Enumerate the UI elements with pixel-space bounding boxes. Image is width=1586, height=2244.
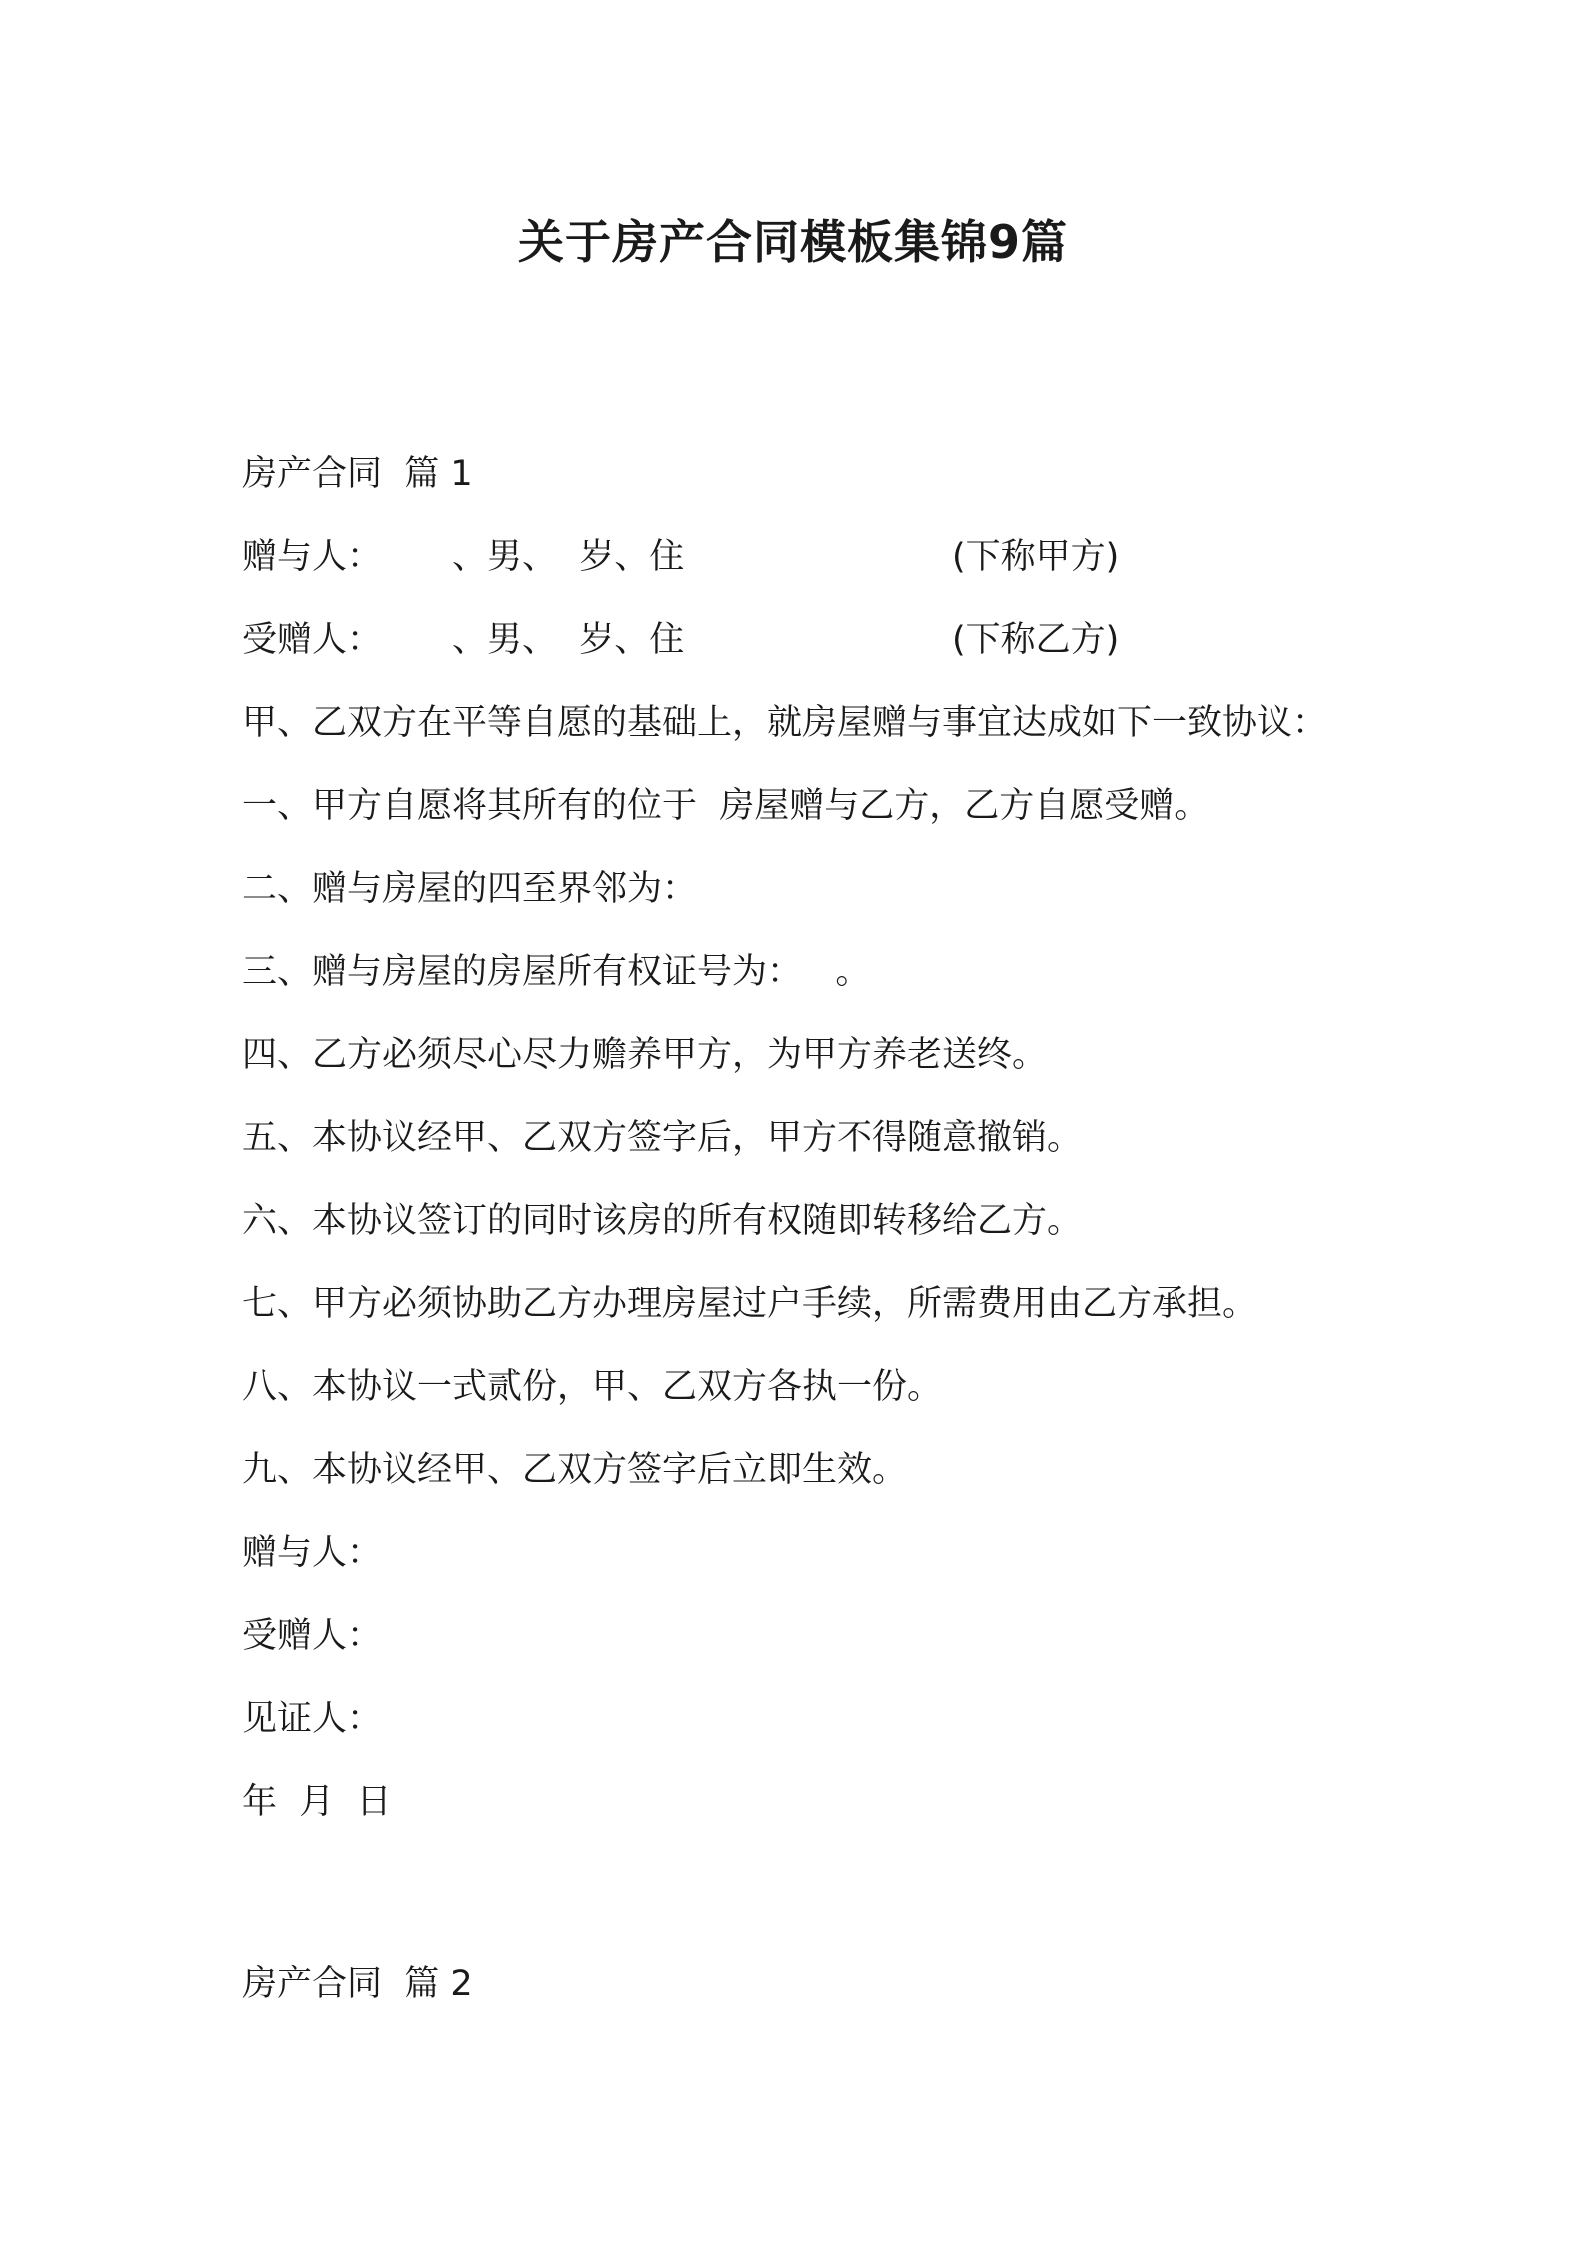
donor-details: 、男、 岁、住 <box>452 537 685 577</box>
donee-label: 受赠人： <box>242 620 383 660</box>
donee-suffix: (下称乙方) <box>952 620 1120 660</box>
section-1-heading: 房产合同 篇 1 <box>242 454 473 494</box>
donee-line <box>242 618 1442 662</box>
agreement-intro: 甲、乙双方在平等自愿的基础上，就房屋赠与事宜达成如下一致协议： <box>242 703 1328 743</box>
clause-7: 七、甲方必须协助乙方办理房屋过户手续，所需费用由乙方承担。 <box>242 1284 1258 1324</box>
signature-donee: 受赠人： <box>242 1616 383 1656</box>
donor-line <box>242 535 1442 579</box>
clause-6: 六、本协议签订的同时该房的所有权随即转移给乙方。 <box>242 1201 1083 1241</box>
document-title: 关于房产合同模板集锦9篇 <box>517 215 1068 269</box>
signature-date: 年 月 日 <box>242 1782 392 1822</box>
clause-8: 八、本协议一式贰份，甲、乙双方各执一份。 <box>242 1367 943 1407</box>
clause-2: 二、赠与房屋的四至界邻为： <box>242 869 698 909</box>
donee-details: 、男、 岁、住 <box>452 620 685 660</box>
signature-witness: 见证人： <box>242 1699 383 1739</box>
clause-3: 三、赠与房屋的房屋所有权证号为： 。 <box>242 952 871 992</box>
clause-1: 一、甲方自愿将其所有的位于 房屋赠与乙方，乙方自愿受赠。 <box>242 786 1210 826</box>
donor-suffix: (下称甲方) <box>952 537 1120 577</box>
signature-donor: 赠与人： <box>242 1533 383 1573</box>
section-2-heading: 房产合同 篇 2 <box>242 1964 473 2004</box>
clause-5: 五、本协议经甲、乙双方签字后，甲方不得随意撤销。 <box>242 1118 1083 1158</box>
clause-4: 四、乙方必须尽心尽力赡养甲方，为甲方养老送终。 <box>242 1035 1048 1075</box>
donor-label: 赠与人： <box>242 537 383 577</box>
section-1 <box>242 452 1442 1863</box>
clause-9: 九、本协议经甲、乙双方签字后立即生效。 <box>242 1450 908 1490</box>
